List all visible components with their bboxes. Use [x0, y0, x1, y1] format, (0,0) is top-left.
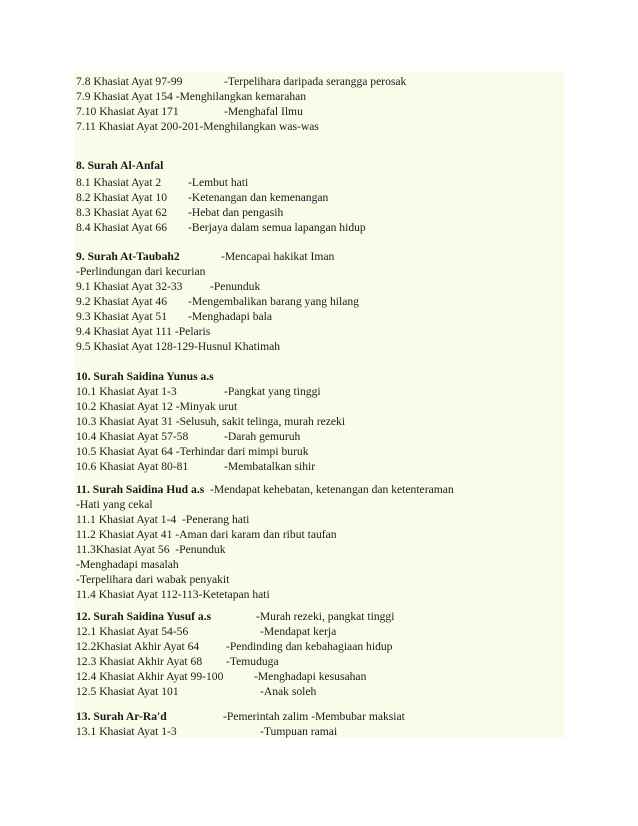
item-text: 8.4 Khasiat Ayat 66 — [76, 221, 168, 234]
item-text: 7.11 Khasiat Ayat 200-201-Menghilangkan was-was — [76, 120, 319, 133]
section-heading — [76, 482, 562, 497]
item-description: -Lembut hati — [188, 176, 249, 189]
item-text: -Terpelihara dari wabak penyakit — [76, 573, 230, 586]
item-text: 10.4 Khasiat Ayat 57-58 — [76, 430, 189, 443]
item-text: 7.9 Khasiat Ayat 154 -Menghilangkan kemarahan — [76, 90, 307, 103]
item-text: -Menghadapi masalah — [76, 558, 179, 571]
list-item — [76, 527, 562, 542]
item-text: 7.10 Khasiat Ayat 171 — [76, 105, 179, 118]
item-text: 13.1 Khasiat Ayat 1-3 — [76, 725, 177, 738]
item-description: -Mengembalikan barang yang hilang — [188, 295, 359, 308]
list-item — [76, 654, 562, 669]
list-item — [76, 444, 562, 459]
list-item — [76, 542, 562, 557]
item-text: 11. Surah Saidina Hud a.s — [76, 483, 205, 496]
item-description: -Temuduga — [226, 655, 279, 668]
item-text: 10.6 Khasiat Ayat 80-81 — [76, 460, 189, 473]
list-item — [76, 414, 562, 429]
item-description: -Mencapai hakikat Iman — [221, 250, 335, 263]
item-description: -Tumpuan ramai — [260, 725, 338, 738]
list-item — [76, 220, 562, 235]
item-text: 7.8 Khasiat Ayat 97-99 — [76, 75, 183, 88]
item-description: -Pemerintah zalim -Membubar maksiat — [223, 710, 405, 723]
section-heading — [76, 249, 562, 264]
list-item — [76, 497, 562, 512]
item-text: 8.1 Khasiat Ayat 2 — [76, 176, 162, 189]
item-text: 12.4 Khasiat Akhir Ayat 99-100 — [76, 670, 224, 683]
list-item — [76, 557, 562, 572]
list-item — [76, 175, 562, 190]
item-description: -Pendinding dan kebahagiaan hidup — [226, 640, 393, 653]
item-description: -Hebat dan pengasih — [188, 206, 284, 219]
item-text: 12. Surah Saidina Yusuf a.s — [76, 610, 212, 623]
item-text: 9.3 Khasiat Ayat 51 — [76, 310, 168, 323]
item-description: -Menghadapi bala — [188, 310, 273, 323]
item-text: 12.1 Khasiat Ayat 54-56 — [76, 625, 189, 638]
item-description: -Darah gemuruh — [224, 430, 301, 443]
list-item — [76, 724, 562, 739]
list-item — [76, 572, 562, 587]
section-heading — [76, 609, 562, 624]
item-text: 8. Surah Al-Anfal — [76, 159, 164, 172]
item-text: 9.4 Khasiat Ayat 111 -Pelaris — [76, 325, 211, 338]
list-item — [76, 104, 562, 119]
item-text: 11.3Khasiat Ayat 56 -Penunduk — [76, 543, 226, 556]
item-text: 10.5 Khasiat Ayat 64 -Terhindar dari mimpi buruk — [76, 445, 309, 458]
item-text: 9.5 Khasiat Ayat 128-129-Husnul Khatimah — [76, 340, 281, 353]
list-item — [76, 639, 562, 654]
item-description: -Mendapat kerja — [260, 625, 337, 638]
item-description: -Ketenangan dan kemenangan — [188, 191, 329, 204]
item-description: -Menghafal Ilmu — [224, 105, 303, 118]
item-description: -Murah rezeki, pangkat tinggi — [256, 610, 395, 623]
list-item — [76, 205, 562, 220]
item-text: 12.3 Khasiat Akhir Ayat 68 — [76, 655, 203, 668]
item-text: 8.2 Khasiat Ayat 10 — [76, 191, 168, 204]
item-text: 10.2 Khasiat Ayat 12 -Minyak urut — [76, 400, 238, 413]
list-item — [76, 399, 562, 414]
item-text: -Hati yang cekal — [76, 498, 153, 511]
list-item — [76, 324, 562, 339]
item-text: 12.5 Khasiat Ayat 101 — [76, 685, 179, 698]
list-item — [76, 294, 562, 309]
item-description: -Penunduk — [210, 280, 261, 293]
section-heading — [76, 158, 562, 173]
list-item — [76, 429, 562, 444]
section-heading — [76, 709, 562, 724]
item-text: 11.2 Khasiat Ayat 41 -Aman dari karam dan ribut taufan — [76, 528, 337, 541]
list-item — [76, 119, 562, 134]
item-text: -Perlindungan dari kecurian — [76, 265, 206, 278]
list-item — [76, 89, 562, 104]
item-text: 12.2Khasiat Akhir Ayat 64 — [76, 640, 200, 653]
list-item — [76, 384, 562, 399]
item-description: -Pangkat yang tinggi — [224, 385, 321, 398]
item-description: -Membatalkan sihir — [224, 460, 316, 473]
item-description: -Berjaya dalam semua lapangan hidup — [188, 221, 366, 234]
item-text: 11.4 Khasiat Ayat 112-113-Ketetapan hati — [76, 588, 270, 601]
list-item — [76, 669, 562, 684]
item-text: 9.2 Khasiat Ayat 46 — [76, 295, 168, 308]
item-description: -Mendapat kehebatan, ketenangan dan ketenteraman — [210, 483, 454, 496]
list-item — [76, 190, 562, 205]
list-item — [76, 264, 562, 279]
item-description: -Menghadapi kesusahan — [254, 670, 367, 683]
list-item — [76, 459, 562, 474]
list-item — [76, 512, 562, 527]
list-item — [76, 339, 562, 354]
document-page — [74, 72, 564, 738]
item-text: 10.1 Khasiat Ayat 1-3 — [76, 385, 177, 398]
item-text: 11.1 Khasiat Ayat 1-4 -Penerang hati — [76, 513, 250, 526]
list-item — [76, 684, 562, 699]
list-item — [76, 624, 562, 639]
item-text: 9. Surah At-Taubah2 — [76, 250, 180, 263]
item-text: 9.1 Khasiat Ayat 32-33 — [76, 280, 183, 293]
item-text: 10.3 Khasiat Ayat 31 -Selusuh, sakit telinga, murah rezeki — [76, 415, 346, 428]
item-text: 10. Surah Saidina Yunus a.s — [76, 370, 214, 383]
list-item — [76, 309, 562, 324]
list-item — [76, 74, 562, 89]
item-text: 13. Surah Ar-Ra'd — [76, 710, 167, 723]
item-description: -Anak soleh — [260, 685, 317, 698]
section-heading — [76, 369, 562, 384]
list-item — [76, 279, 562, 294]
item-text: 8.3 Khasiat Ayat 62 — [76, 206, 168, 219]
item-description: -Terpelihara daripada serangga perosak — [224, 75, 407, 88]
list-item — [76, 587, 562, 602]
